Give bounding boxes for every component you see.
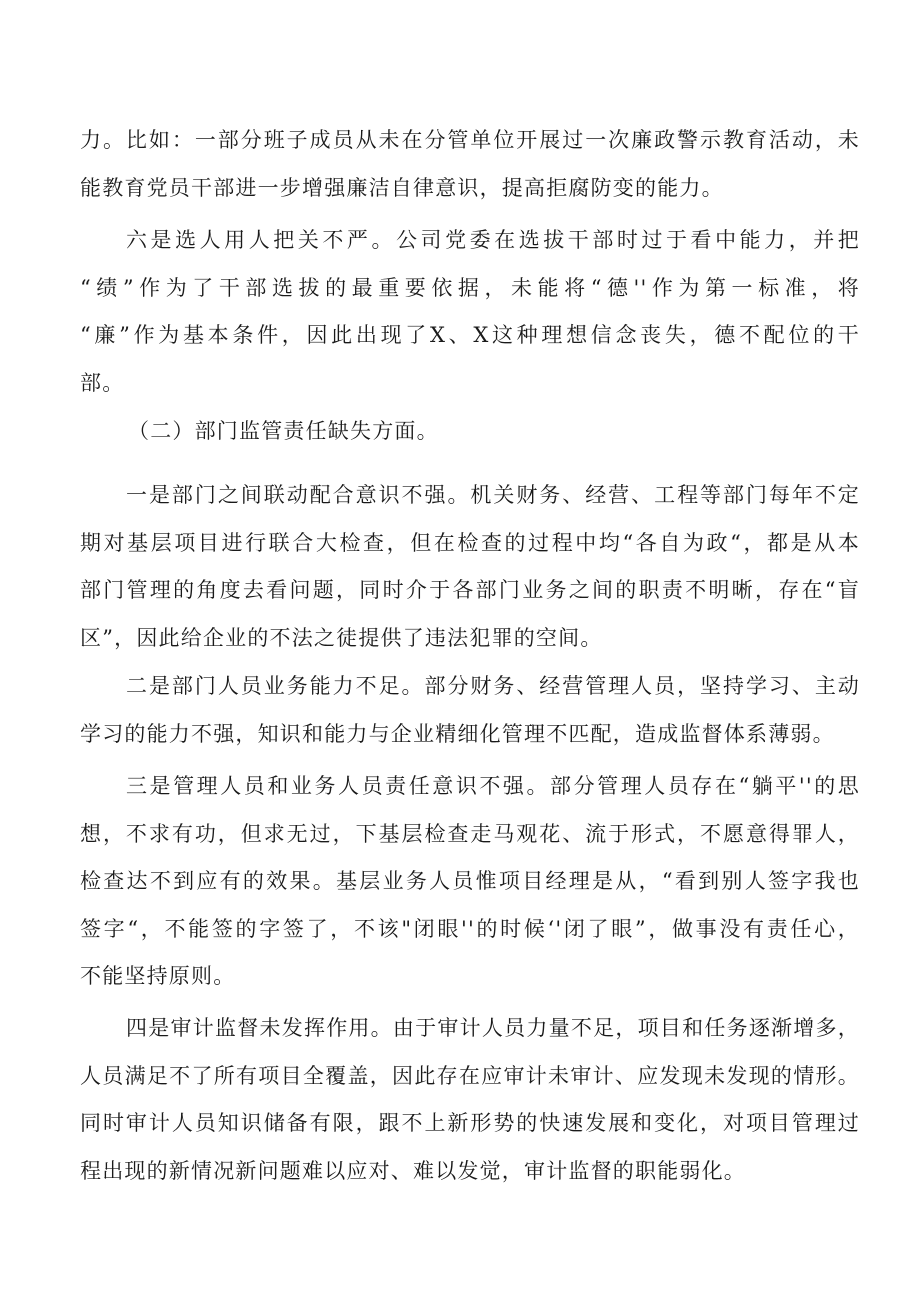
text-line: 能教育党员干部进一步增强廉洁自律意识，提高拒腐防变的能力。 xyxy=(80,175,724,200)
text-line: “廉”作为基本条件，因此出现了X、X这种理想信念丧失，德不配位的干 xyxy=(80,323,860,347)
text-line: 不能坚持原则。 xyxy=(80,964,236,988)
text-line: 学习的能力不强，知识和能力与企业精细化管理不匹配，造成监督体系薄弱。 xyxy=(80,721,835,746)
text-line: 人员满足不了所有项目全覆盖，因此存在应审计未审计、应发现未发现的情形。 xyxy=(80,1063,860,1088)
text-line: 程出现的新情况新问题难以应对、难以发觉，审计监督的职能弱化。 xyxy=(80,1158,746,1183)
paragraph-continuation xyxy=(80,117,860,212)
paragraph-one-coordination xyxy=(80,472,860,662)
text-line: 区”，因此给企业的不法之徒提供了违法犯罪的空间。 xyxy=(80,625,603,650)
section-heading xyxy=(80,408,860,456)
text-line: 检查达不到应有的效果。基层业务人员惟项目经理是从，“看到别人签字我也 xyxy=(80,869,860,893)
heading-line: （二）部门监管责任缺失方面。 xyxy=(128,419,439,443)
text-line: 二是部门人员业务能力不足。部分财务、经营管理人员，坚持学习、主动 xyxy=(126,674,860,698)
text-line: 一是部门之间联动配合意识不强。机关财务、经营、工程等部门每年不定 xyxy=(126,483,860,507)
text-line: 部门管理的角度去看问题，同时介于各部门业务之间的职责不明晰，存在“盲 xyxy=(80,578,860,602)
text-line: 部。 xyxy=(80,370,125,395)
paragraph-six-cadre-selection xyxy=(80,217,860,407)
text-line: 想，不求有功，但求无过，下基层检查走马观花、流于形式，不愿意得罪人， xyxy=(80,821,860,846)
text-line: 四是审计监督未发挥作用。由于审计人员力量不足，项目和任务逐渐增多， xyxy=(126,1016,860,1040)
text-line: 六是选人用人把关不严。公司党委在选拔干部时过于看中能力，并把 xyxy=(126,228,860,252)
paragraph-two-capability xyxy=(80,663,860,758)
text-line: 签字“，不能签的字签了，不该"闭眼''的时候‘'闭了眼”，做事没有责任心， xyxy=(80,916,860,941)
paragraph-three-responsibility xyxy=(80,763,860,1001)
text-line: 力。比如：一部分班子成员从未在分管单位开展过一次廉政警示教育活动，未 xyxy=(80,128,860,152)
text-line: “绩”作为了干部选拔的最重要依据，未能将“德''作为第一标准，将 xyxy=(80,275,860,300)
paragraph-four-audit xyxy=(80,1005,860,1195)
text-line: 同时审计人员知识储备有限，跟不上新形势的快速发展和变化，对项目管理过 xyxy=(80,1111,860,1135)
text-line: 期对基层项目进行联合大检查，但在检查的过程中均“各自为政“，都是从本 xyxy=(80,530,860,555)
text-line: 三是管理人员和业务人员责任意识不强。部分管理人员存在“躺平''的思 xyxy=(126,774,860,798)
